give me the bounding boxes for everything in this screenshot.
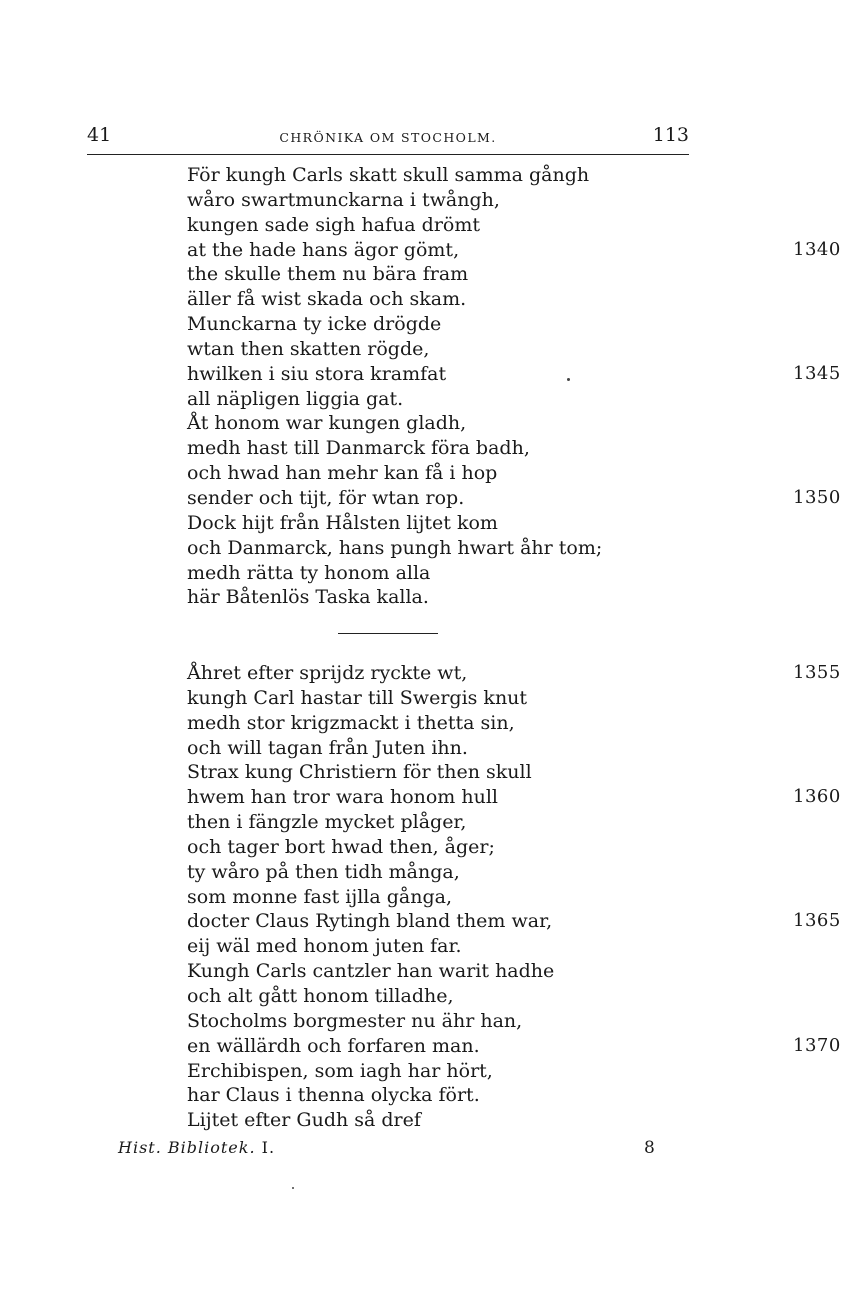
poem-line: [187, 909, 841, 934]
line-number: 1340: [793, 238, 841, 260]
page-number: 113: [652, 124, 689, 146]
poem-line: medh rätta ty honom alla: [187, 561, 431, 584]
poem-line: Dock hijt från Hålsten lijtet kom: [187, 511, 498, 534]
poem-line: then i fängzle mycket plåger,: [187, 811, 467, 834]
poem-line: här Båtenlös Taska kalla.: [187, 586, 429, 609]
poem-line: som monne fast ijlla gånga,: [187, 885, 452, 908]
poem-line: the skulle them nu bära fram: [187, 263, 469, 286]
line-number: 1350: [793, 486, 841, 508]
line-number: 1365: [793, 910, 841, 932]
poem-line: medh stor krigzmackt i thetta sin,: [187, 711, 515, 734]
section-divider: [338, 633, 438, 634]
poem-line-text: en wällärdh och forfaren man.: [187, 1034, 480, 1057]
poem-line: och will tagan från Juten ihn.: [187, 736, 468, 759]
poem-line: Strax kung Christiern för then skull: [187, 761, 532, 784]
line-number: 1345: [793, 362, 841, 384]
poem-line: äller få wist skada och skam.: [187, 288, 467, 311]
print-speck: [292, 1187, 294, 1189]
poem-stanza-1: [187, 163, 841, 610]
poem-line-text: hwilken i siu stora kramfat: [187, 362, 447, 385]
footer-signature-mark: 8: [644, 1138, 655, 1158]
poem-line: Munckarna ty icke drögde: [187, 313, 442, 336]
poem-line-text: sender och tijt, för wtan rop.: [187, 486, 465, 509]
poem-line: [187, 486, 841, 511]
poem-line: wåro swartmunckarna i twångh,: [187, 188, 500, 211]
line-number: 1360: [793, 786, 841, 808]
poem-line-text: Åhret efter sprijdz ryckte wt,: [187, 662, 468, 684]
poem-line-text: at the hade hans ägor gömt,: [187, 238, 460, 261]
poem-line: Kungh Carls cantzler han warit hadhe: [187, 960, 555, 983]
poem-line: och Danmarck, hans pungh hwart åhr tom;: [187, 536, 603, 559]
header-title: CHRÖNIKA OM STOCHOLM.: [279, 130, 497, 145]
poem-line: Lijtet efter Gudh så dref: [187, 1109, 421, 1132]
header-left-number: 41: [87, 124, 112, 146]
poem-line: [187, 238, 841, 263]
poem-line: kungen sade sigh hafua drömt: [187, 213, 480, 236]
poem-line: [187, 785, 841, 810]
poem-line: [187, 661, 841, 686]
poem-line: [187, 362, 841, 387]
print-speck: [567, 378, 570, 381]
poem-line: Stocholms borgmester nu ähr han,: [187, 1009, 523, 1032]
poem-line-text: hwem han tror wara honom hull: [187, 786, 498, 809]
poem-stanza-2: [187, 661, 841, 1133]
running-header: [87, 124, 689, 155]
poem-line: Åt honom war kungen gladh,: [187, 412, 467, 435]
poem-line: eij wäl med honom juten far.: [187, 935, 462, 958]
poem-line: kungh Carl hastar till Swergis knut: [187, 686, 528, 709]
poem-line: wtan then skatten rögde,: [187, 337, 430, 360]
poem-line: ty wåro på then tidh många,: [187, 860, 460, 883]
poem-line: och tager bort hwad then, åger;: [187, 835, 495, 858]
poem-line: har Claus i thenna olycka fört.: [187, 1084, 480, 1107]
poem-line: och hwad han mehr kan få i hop: [187, 462, 498, 485]
line-number: 1370: [793, 1034, 841, 1056]
footer-series: Hist. Bibliotek.: [118, 1138, 256, 1157]
footer-signature-line: [118, 1138, 275, 1157]
line-number: 1355: [793, 662, 841, 683]
poem-line: all näpligen liggia gat.: [187, 387, 404, 410]
poem-line: [187, 1034, 841, 1059]
poem-line: Erchibispen, som iagh har hört,: [187, 1059, 493, 1082]
poem-line: För kungh Carls skatt skull samma gångh: [187, 164, 590, 186]
poem-line: och alt gått honom tilladhe,: [187, 984, 454, 1007]
poem-line: medh hast till Danmarck föra badh,: [187, 437, 530, 460]
footer-volume: I.: [261, 1138, 276, 1157]
poem-line-text: docter Claus Rytingh bland them war,: [187, 910, 553, 933]
